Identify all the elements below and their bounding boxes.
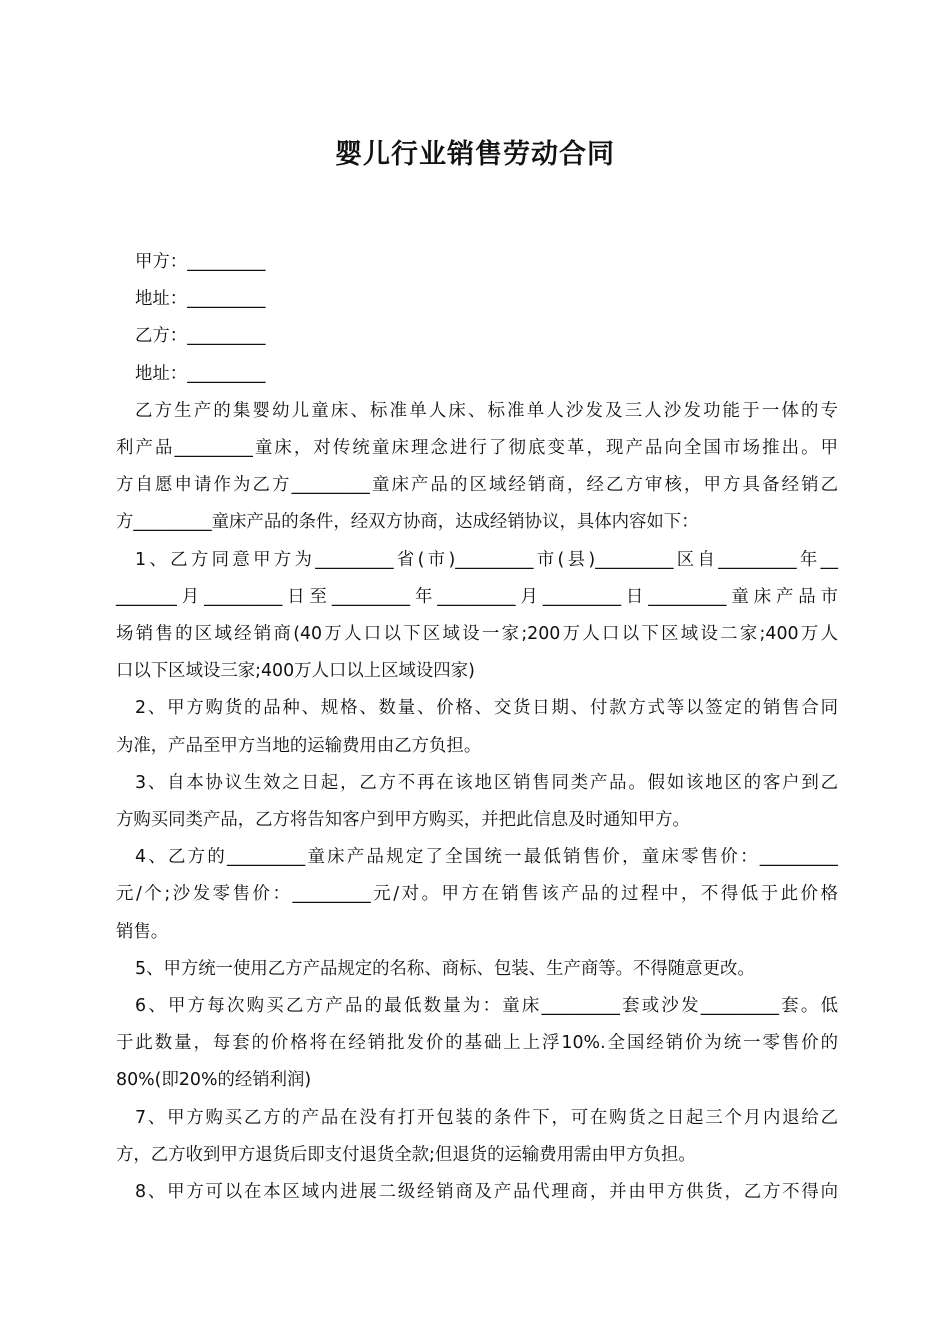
party-a-blank: _________ [187,252,266,272]
party-a-address-label: 地址： [135,289,188,310]
clause-line: 7、甲方购买乙方的产品在没有打开包装的条件下，可在购货之日起三个月内退给乙 [135,1107,838,1128]
party-a-address-blank: _________ [187,289,266,310]
clause-4 [116,839,838,951]
clause-line: 5、甲方统一使用乙方产品规定的名称、商标、包装、生产商等。不得随意更改。 [135,958,755,979]
clause-7 [116,1100,838,1174]
party-a-address [116,281,838,318]
clause-line: 80%(即20%的经销利润) [116,1070,312,1091]
clause-line: 4、乙方的_________童床产品规定了全国统一最低销售价，童床零售价：_________ [135,847,838,868]
party-a-label: 甲方： [135,252,188,272]
clause-line: 场销售的区域经销商(40万人口以下区域设一家;200万人口以下区域设二家;400万人 [116,624,838,645]
intro-line: 利产品_________童床，对传统童床理念进行了彻底变革，现产品向全国市场推出。甲 [116,438,838,459]
clause-line: 6、甲方每次购买乙方产品的最低数量为：童床_________套或沙发_________套。低 [135,996,838,1017]
party-b-address [116,356,838,393]
clause-line: 方购买同类产品，乙方将告知客户到甲方购买，并把此信息及时通知甲方。 [116,810,690,831]
clause-line: 3、自本协议生效之日起，乙方不再在该地区销售同类产品。假如该地区的客户到乙 [135,772,838,793]
clause-3 [116,765,838,839]
party-a [116,244,838,281]
clause-line: 元/个;沙发零售价：_________元/对。甲方在销售该产品的过程中，不得低于此价格 [116,884,838,905]
document-title: 婴儿行业销售劳动合同 [335,139,615,170]
clause-line: _______月_________日至_________年_________月_________日_________童床产品市 [116,586,838,607]
clause-5 [116,951,838,988]
clause-line: 销售。 [116,921,169,942]
clause-line: 2、甲方购货的品种、规格、数量、价格、交货日期、付款方式等以签定的销售合同 [135,698,838,719]
intro-paragraph [116,393,838,542]
clause-8 [116,1174,838,1211]
party-b [116,318,838,355]
party-b-blank: _________ [187,326,266,347]
clause-1 [116,542,838,691]
clause-line: 方，乙方收到甲方退货后即支付退货全款;但退货的运输费用需由甲方负担。 [116,1144,696,1165]
clause-line: 1、乙方同意甲方为_________省(市)_________市(县)_________区自_________年__ [135,549,838,570]
clause-line: 于此数量，每套的价格将在经销批发价的基础上上浮10%.全国经销价为统一零售价的 [116,1033,838,1054]
clause-line: 口以下区域设三家;400万人口以上区域设四家) [116,661,475,682]
intro-line: 方自愿申请作为乙方_________童床产品的区域经销商，经乙方审核，甲方具备经销乙 [116,475,838,496]
intro-line: 乙方生产的集婴幼儿童床、标准单人床、标准单人沙发及三人沙发功能于一体的专 [135,400,838,421]
document-body [116,244,838,1211]
clause-2 [116,690,838,764]
clause-6 [116,988,838,1100]
party-b-address-blank: _________ [187,363,266,384]
clause-line: 8、甲方可以在本区域内进展二级经销商及产品代理商，并由甲方供货，乙方不得向 [135,1182,838,1203]
clause-line: 为准，产品至甲方当地的运输费用由乙方负担。 [116,735,482,756]
party-b-address-label: 地址： [135,363,188,384]
intro-line: 方_________童床产品的条件，经双方协商，达成经销协议，具体内容如下： [116,512,699,533]
party-b-label: 乙方： [135,326,188,347]
